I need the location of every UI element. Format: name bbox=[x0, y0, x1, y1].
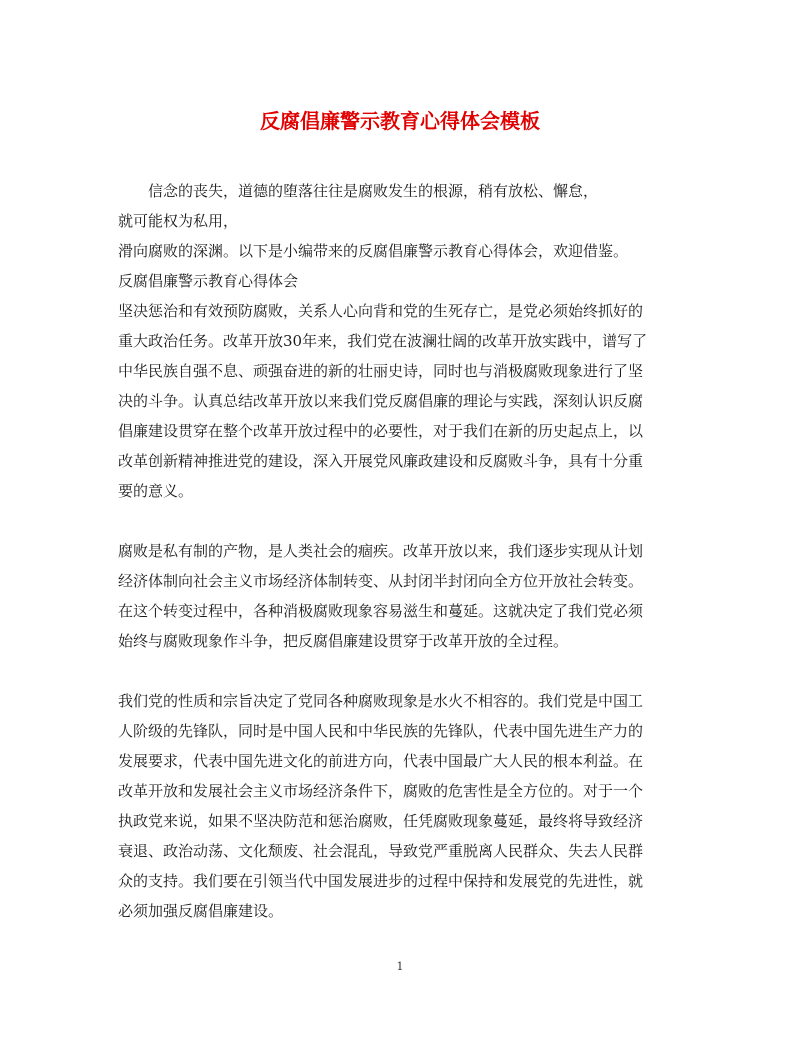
paragraph-2-line: 始终与腐败现象作斗争，把反腐倡廉建设贯穿于改革开放的全过程。 bbox=[118, 632, 569, 650]
paragraph-2-line: 在这个转变过程中，各种消极腐败现象容易滋生和蔓延。这就决定了我们党必须 bbox=[118, 602, 644, 620]
page-number: 1 bbox=[396, 960, 404, 973]
paragraph-3-line: 执政党来说，如果不坚决防范和惩治腐败，任凭腐败现象蔓延，最终将导致经济 bbox=[118, 812, 644, 830]
paragraph-3-line: 众的支持。我们要在引领当代中国发展进步的过程中保持和发展党的先进性，就 bbox=[118, 872, 644, 890]
paragraph-1-line: 倡廉建设贯穿在整个改革开放过程中的必要性，对于我们在新的历史起点上，以 bbox=[118, 422, 644, 440]
paragraph-gap bbox=[118, 506, 682, 536]
paragraph-3-line: 发展要求，代表中国先进文化的前进方向，代表中国最广大人民的根本利益。在 bbox=[118, 752, 644, 770]
paragraph-1-line: 改革创新精神推进党的建设，深入开展党风廉政建设和反腐败斗争，具有十分重 bbox=[118, 452, 644, 470]
document-body bbox=[118, 176, 682, 926]
intro-line: 滑向腐败的深渊。以下是小编带来的反腐倡廉警示教育心得体会，欢迎借鉴。 bbox=[118, 242, 629, 260]
intro-line: 信念的丧失，道德的堕落往往是腐败发生的根源，稍有放松、懈怠， bbox=[148, 182, 599, 200]
paragraph-2-line: 经济体制向社会主义市场经济体制转变、从封闭半封闭向全方位开放社会转变。 bbox=[118, 572, 644, 590]
document-title: 反腐倡廉警示教育心得体会模板 bbox=[260, 109, 540, 133]
paragraph-1-line: 中华民族自强不息、顽强奋进的新的壮丽史诗，同时也与消极腐败现象进行了坚 bbox=[118, 362, 644, 380]
paragraph-1-line: 决的斗争。认真总结改革开放以来我们党反腐倡廉的理论与实践，深刻认识反腐 bbox=[118, 392, 644, 410]
paragraph-1-line: 坚决惩治和有效预防腐败，关系人心向背和党的生死存亡，是党必须始终抓好的 bbox=[118, 302, 644, 320]
paragraph-3-line: 改革开放和发展社会主义市场经济条件下，腐败的危害性是全方位的。对于一个 bbox=[118, 782, 644, 800]
paragraph-2-line: 腐败是私有制的产物，是人类社会的痼疾。改革开放以来，我们逐步实现从计划 bbox=[118, 542, 644, 560]
paragraph-3-line: 衰退、政治动荡、文化颓废、社会混乱，导致党严重脱离人民群众、失去人民群 bbox=[118, 842, 644, 860]
paragraph-3-line: 人阶级的先锋队，同时是中国人民和中华民族的先锋队，代表中国先进生产力的 bbox=[118, 722, 644, 740]
paragraph-3-line: 我们党的性质和宗旨决定了党同各种腐败现象是水火不相容的。我们党是中国工 bbox=[118, 692, 644, 710]
paragraph-1-line: 重大政治任务。改革开放30年来，我们党在波澜壮阔的改革开放实践中，谱写了 bbox=[118, 332, 648, 350]
paragraph-3-line: 必须加强反腐倡廉建设。 bbox=[118, 902, 284, 920]
intro-line: 就可能权为私用， bbox=[118, 212, 239, 230]
section-heading: 反腐倡廉警示教育心得体会 bbox=[118, 272, 299, 290]
paragraph-1-line: 要的意义。 bbox=[118, 482, 194, 500]
paragraph-gap bbox=[118, 656, 682, 686]
